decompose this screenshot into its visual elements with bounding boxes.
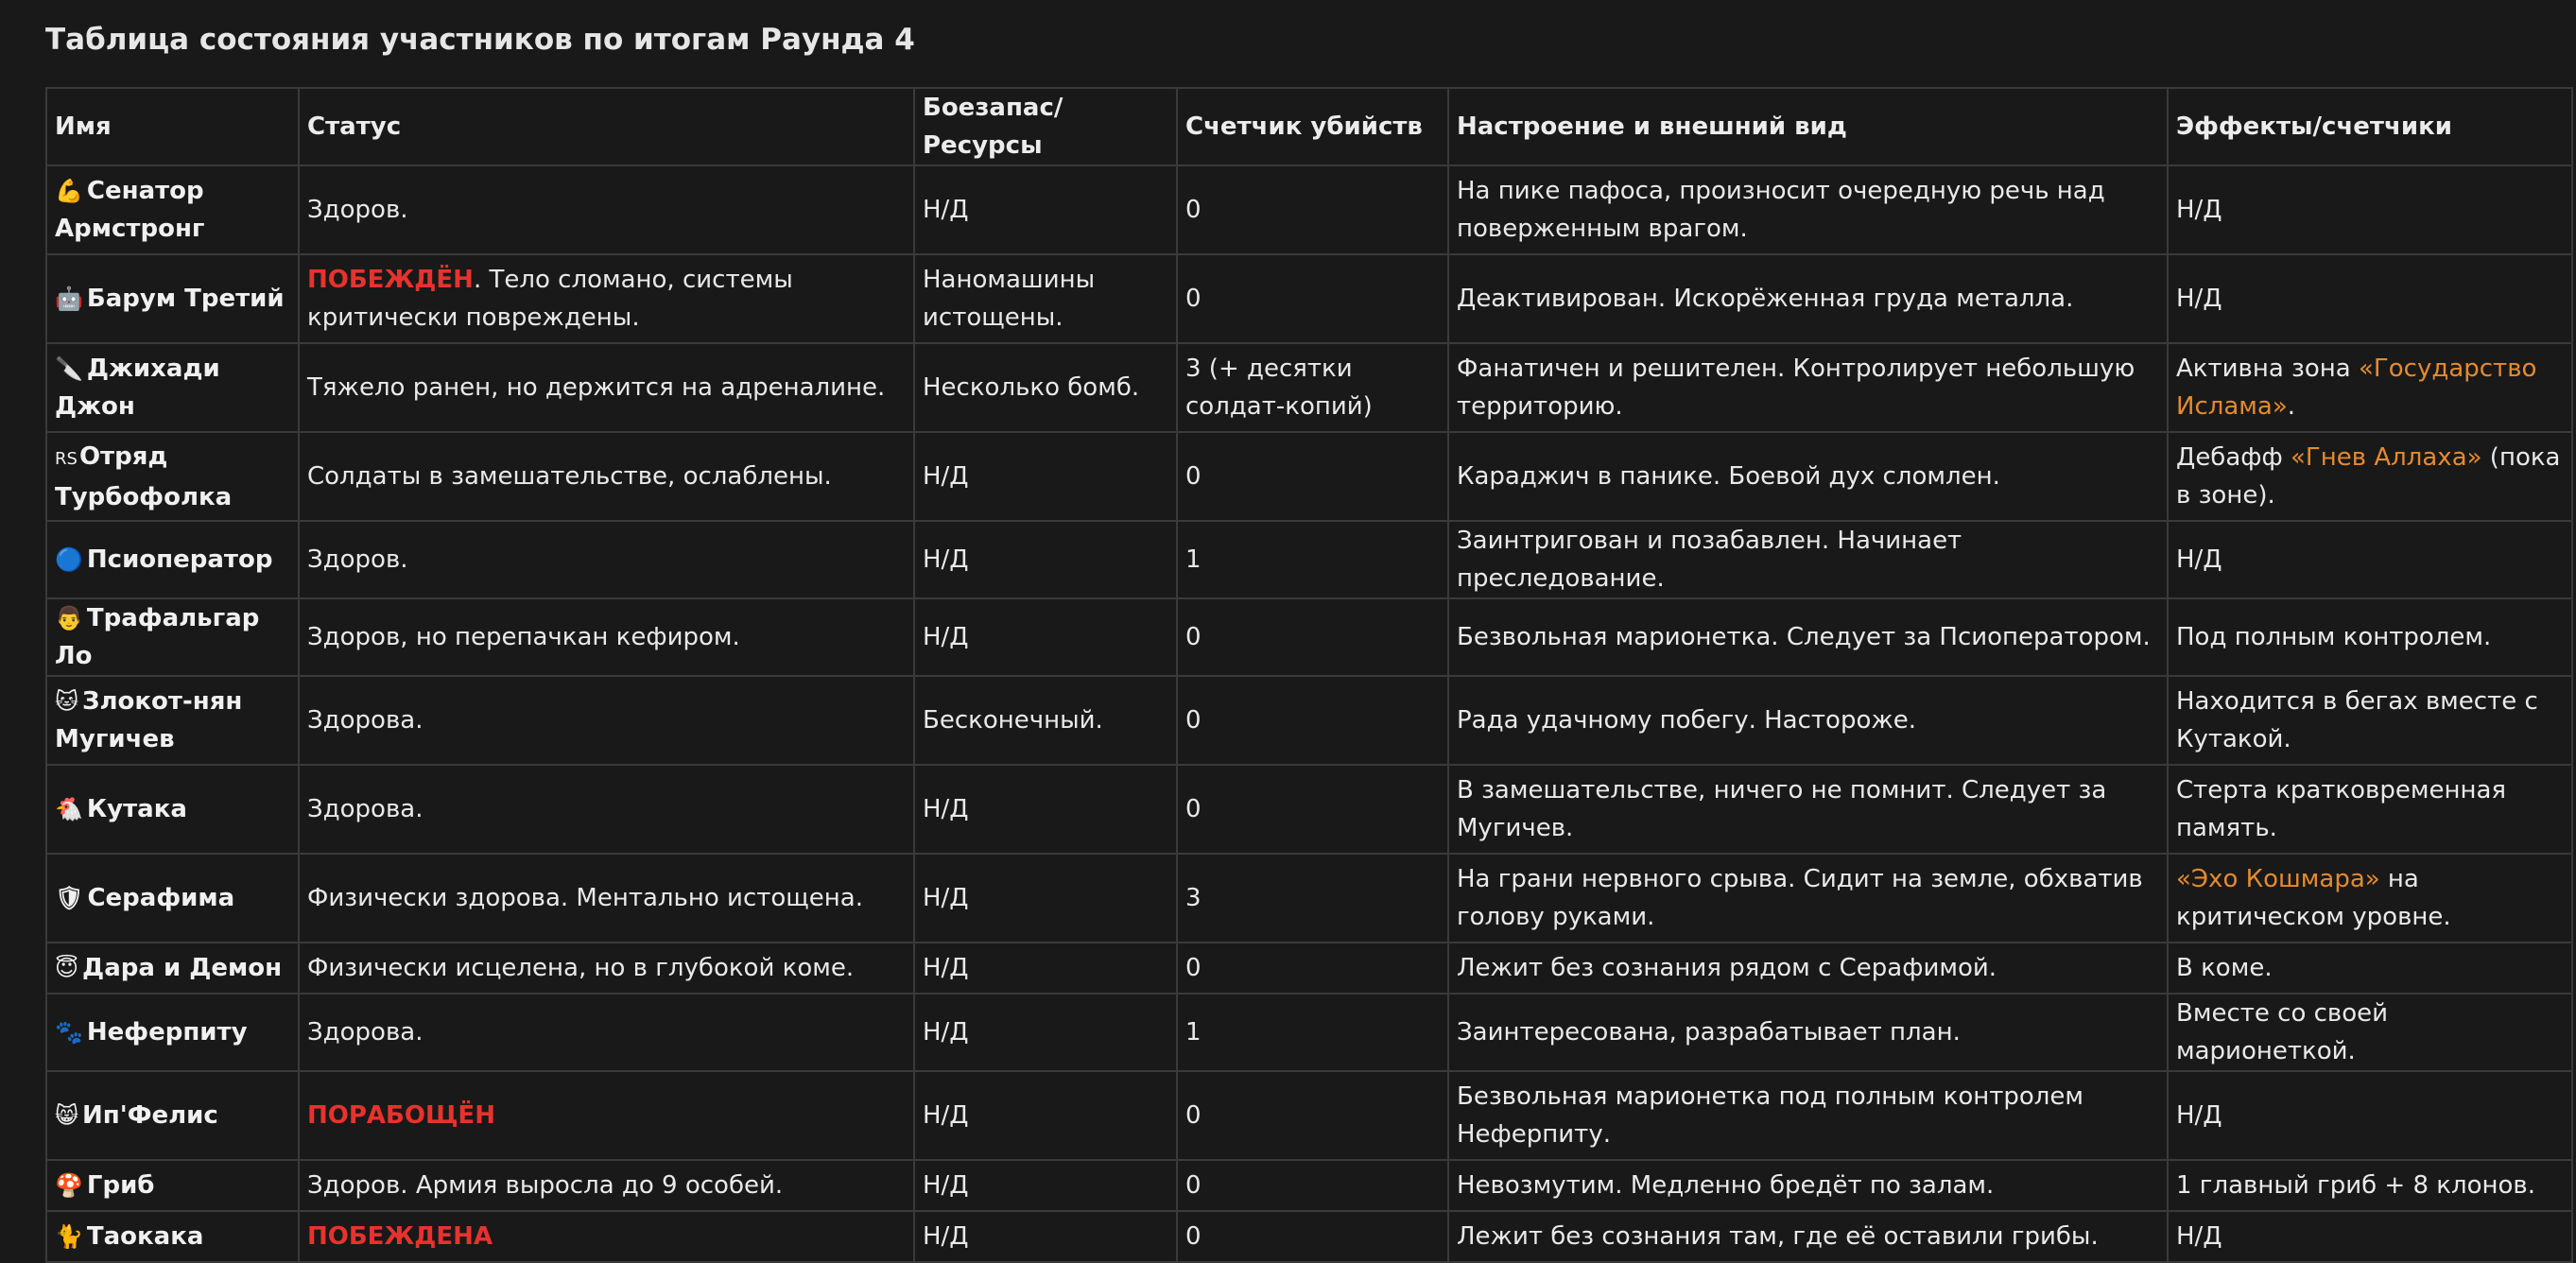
status-text: Здоров.: [307, 196, 408, 224]
table-header-row: [46, 88, 2572, 165]
resources-cell: Н/Д: [914, 1160, 1177, 1211]
kills-cell: 0: [1177, 432, 1448, 521]
blue-diamond-icon: 🔵: [55, 546, 83, 573]
kills-cell: 0: [1177, 765, 1448, 854]
kills-cell: 0: [1177, 1211, 1448, 1262]
kills-cell: 3: [1177, 854, 1448, 943]
resources-cell: Н/Д: [914, 521, 1177, 598]
status-text: Физически исцелена, но в глубокой коме.: [307, 954, 855, 982]
mood-cell: Лежит без сознания там, где её оставили грибы.: [1448, 1211, 2168, 1262]
effects-cell: [2168, 598, 2572, 676]
status-defeated-label: ПОБЕЖДЁН: [307, 266, 474, 294]
table-row: [46, 432, 2572, 521]
participant-name: Барум Третий: [86, 285, 285, 313]
effects-text-post: Н/Д: [2176, 545, 2222, 574]
cat-face-icon: 🐱: [55, 688, 79, 715]
effects-text-post: на критическом уровне.: [2176, 865, 2451, 931]
participant-name: Сенатор Армстронг: [55, 177, 205, 243]
participant-name-cell: [46, 343, 299, 432]
kills-cell: 0: [1177, 1071, 1448, 1160]
grinning-cat-icon: 😸: [55, 1102, 79, 1129]
participant-name: Трафальгар Ло: [55, 604, 260, 670]
participant-name-cell: [46, 1160, 299, 1211]
participant-name: Ип'Фелис: [82, 1101, 218, 1130]
effects-cell: [2168, 943, 2572, 994]
effects-text-post: В коме.: [2176, 954, 2273, 982]
table-row: [46, 165, 2572, 254]
mood-cell: Караджич в панике. Боевой дух сломлен.: [1448, 432, 2168, 521]
header-mood: Настроение и внешний вид: [1448, 88, 2168, 165]
resources-cell: Наномашины истощены.: [914, 254, 1177, 343]
status-cell: [299, 432, 914, 521]
mushroom-icon: 🍄: [55, 1172, 83, 1199]
paw-prints-icon: 🐾: [55, 1019, 83, 1046]
participant-name-cell: [46, 854, 299, 943]
participant-name: Таокака: [86, 1222, 204, 1251]
resources-cell: Н/Д: [914, 432, 1177, 521]
resources-cell: Н/Д: [914, 994, 1177, 1071]
effects-highlight: «Государство Ислама»: [2176, 355, 2537, 421]
person-icon: 👨: [55, 605, 83, 632]
effects-cell: [2168, 854, 2572, 943]
flexed-biceps-icon: 💪: [55, 178, 83, 204]
status-text: Физически здорова. Ментально истощена.: [307, 884, 863, 912]
table-row: [46, 343, 2572, 432]
status-cell: [299, 676, 914, 765]
effects-text-post: Вместе со своей марионеткой.: [2176, 999, 2389, 1065]
participant-name-cell: [46, 598, 299, 676]
participant-name: Кутака: [86, 795, 187, 823]
status-text: Здорова.: [307, 795, 424, 823]
status-defeated-label: ПОРАБОЩЁН: [307, 1101, 495, 1130]
table-row: [46, 994, 2572, 1071]
kills-cell: 1: [1177, 994, 1448, 1071]
kills-cell: 3 (+ десятки солдат-копий): [1177, 343, 1448, 432]
participant-name: Серафима: [87, 884, 235, 912]
status-cell: [299, 1160, 914, 1211]
page-title: Таблица состояния участников по итогам Раунда 4: [45, 23, 915, 57]
status-cell: [299, 765, 914, 854]
status-text: Здоров, но перепачкан кефиром.: [307, 623, 740, 651]
resources-cell: Н/Д: [914, 854, 1177, 943]
table-row: [46, 521, 2572, 598]
kills-cell: 1: [1177, 521, 1448, 598]
resources-cell: Н/Д: [914, 765, 1177, 854]
kills-cell: 0: [1177, 254, 1448, 343]
participant-name: Джихади Джон: [55, 355, 220, 421]
participant-name-cell: [46, 994, 299, 1071]
participant-name: Отряд Турбофолка: [55, 441, 233, 511]
effects-text-post: 1 главный гриб + 8 клонов.: [2176, 1171, 2535, 1200]
resources-cell: Н/Д: [914, 943, 1177, 994]
header-effects: Эффекты/счетчики: [2168, 88, 2572, 165]
effects-cell: [2168, 994, 2572, 1071]
participant-name-cell: [46, 676, 299, 765]
table-row: [46, 1071, 2572, 1160]
content-area: [45, 15, 2571, 1263]
status-cell: [299, 598, 914, 676]
participant-name-cell: [46, 1071, 299, 1160]
mood-cell: Безвольная марионетка. Следует за Псиоператором.: [1448, 598, 2168, 676]
participant-name: Дара и Демон: [82, 954, 283, 982]
kills-cell: 0: [1177, 1160, 1448, 1211]
mood-cell: Невозмутим. Медленно бредёт по залам.: [1448, 1160, 2168, 1211]
participants-table: [45, 87, 2573, 1263]
mood-cell: Рада удачному побегу. Настороже.: [1448, 676, 2168, 765]
angel-face-icon: 😇: [55, 955, 79, 981]
status-cell: [299, 943, 914, 994]
kills-cell: 0: [1177, 676, 1448, 765]
kills-cell: 0: [1177, 943, 1448, 994]
kills-cell: 0: [1177, 598, 1448, 676]
resources-cell: Несколько бомб.: [914, 343, 1177, 432]
resources-cell: Н/Д: [914, 598, 1177, 676]
mood-cell: Лежит без сознания рядом с Серафимой.: [1448, 943, 2168, 994]
status-text: Здорова.: [307, 706, 424, 735]
mood-cell: Заинтересована, разрабатывает план.: [1448, 994, 2168, 1071]
status-cell: [299, 165, 914, 254]
status-text: Солдаты в замешательстве, ослаблены.: [307, 462, 832, 491]
participant-name-cell: [46, 765, 299, 854]
status-cell: [299, 1211, 914, 1262]
mood-cell: Заинтригован и позабавлен. Начинает преследование.: [1448, 521, 2168, 598]
mood-cell: На пике пафоса, произносит очередную речь над поверженным врагом.: [1448, 165, 2168, 254]
resources-cell: Н/Д: [914, 1071, 1177, 1160]
effects-text-post: Н/Д: [2176, 196, 2222, 224]
participant-name-cell: [46, 1211, 299, 1262]
participant-name-cell: [46, 432, 299, 521]
participant-name-cell: [46, 254, 299, 343]
kills-cell: 0: [1177, 165, 1448, 254]
resources-cell: Н/Д: [914, 1211, 1177, 1262]
status-cell: [299, 1071, 914, 1160]
mood-cell: Безвольная марионетка под полным контролем Неферпиту.: [1448, 1071, 2168, 1160]
effects-cell: [2168, 432, 2572, 521]
participant-name-cell: [46, 165, 299, 254]
participant-name-cell: [46, 943, 299, 994]
status-cell: [299, 254, 914, 343]
status-text: Здорова.: [307, 1018, 424, 1047]
mood-cell: В замешательстве, ничего не помнит. Следует за Мугичев.: [1448, 765, 2168, 854]
table-row: [46, 254, 2572, 343]
effects-cell: [2168, 676, 2572, 765]
effects-text-post: Под полным контролем.: [2176, 623, 2492, 651]
mood-cell: На грани нервного срыва. Сидит на земле, обхватив голову руками.: [1448, 854, 2168, 943]
header-name: Имя: [46, 88, 299, 165]
effects-text-post: Н/Д: [2176, 285, 2222, 313]
cat-icon: 🐈: [55, 1223, 83, 1250]
table-row: [46, 1211, 2572, 1262]
effects-highlight: «Эхо Кошмара»: [2176, 865, 2380, 893]
table-row: [46, 676, 2572, 765]
status-cell: [299, 854, 914, 943]
robot-icon: 🤖: [55, 285, 83, 312]
effects-text-post: Находится в бегах вместе с Кутакой.: [2176, 687, 2538, 753]
status-cell: [299, 343, 914, 432]
resources-cell: Бесконечный.: [914, 676, 1177, 765]
rs-flag-icon: RS: [55, 448, 78, 469]
effects-text-post: .: [2287, 392, 2296, 421]
status-text: Здоров.: [307, 545, 408, 574]
effects-cell: [2168, 521, 2572, 598]
chicken-icon: 🐔: [55, 796, 83, 822]
effects-cell: [2168, 165, 2572, 254]
effects-text-post: (пока в зоне).: [2176, 443, 2561, 510]
participant-name: Гриб: [86, 1171, 155, 1200]
table-row: [46, 854, 2572, 943]
header-kills: Счетчик убийств: [1177, 88, 1448, 165]
mood-cell: Фанатичен и решителен. Контролирует небольшую территорию.: [1448, 343, 2168, 432]
resources-cell: Н/Д: [914, 165, 1177, 254]
status-cell: [299, 994, 914, 1071]
header-resources: Боезапас/Ресурсы: [914, 88, 1177, 165]
effects-cell: [2168, 343, 2572, 432]
effects-cell: [2168, 765, 2572, 854]
table-row: [46, 765, 2572, 854]
effects-text-post: Н/Д: [2176, 1101, 2222, 1130]
status-text: Здоров. Армия выросла до 9 особей.: [307, 1171, 784, 1200]
status-cell: [299, 521, 914, 598]
knife-icon: 🔪: [55, 355, 83, 382]
effects-text-pre: Дебафф: [2176, 443, 2291, 472]
effects-cell: [2168, 1160, 2572, 1211]
effects-text-pre: Активна зона: [2176, 355, 2359, 383]
participant-name-cell: [46, 521, 299, 598]
shield-icon: 🛡: [55, 885, 84, 911]
effects-text-post: Стерта кратковременная память.: [2176, 776, 2507, 842]
participant-name: Псиоператор: [86, 545, 273, 574]
table-row: [46, 943, 2572, 994]
effects-text-post: Н/Д: [2176, 1222, 2222, 1251]
effects-cell: [2168, 1211, 2572, 1262]
mood-cell: Деактивирован. Искорёженная груда металла.: [1448, 254, 2168, 343]
status-defeated-label: ПОБЕЖДЕНА: [307, 1222, 493, 1251]
table-row: [46, 1160, 2572, 1211]
effects-cell: [2168, 254, 2572, 343]
table-row: [46, 598, 2572, 676]
header-status: Статус: [299, 88, 914, 165]
participant-name: Неферпиту: [86, 1018, 248, 1047]
effects-cell: [2168, 1071, 2572, 1160]
effects-highlight: «Гнев Аллаха»: [2291, 443, 2482, 472]
status-text: . Тело сломано, системы критически повреждены.: [307, 266, 793, 332]
participant-name: Злокот-нян Мугичев: [55, 687, 243, 753]
status-text: Тяжело ранен, но держится на адреналине.: [307, 373, 886, 402]
